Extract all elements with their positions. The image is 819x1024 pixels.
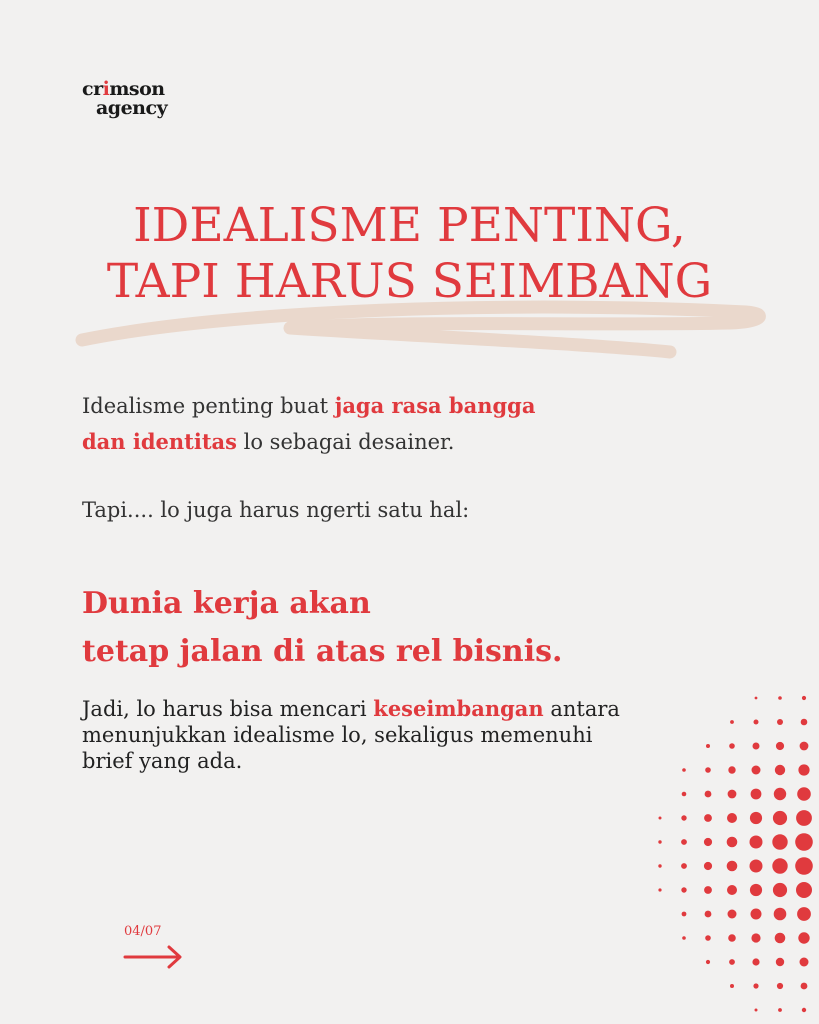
halftone-dot — [752, 958, 759, 965]
halftone-dot — [776, 958, 784, 966]
halftone-dot — [773, 883, 787, 897]
brand-logo: crimson agency — [82, 78, 168, 119]
halftone-dot — [681, 887, 686, 892]
halftone-dot — [706, 960, 710, 964]
halftone-dot — [797, 787, 811, 801]
halftone-dot — [658, 864, 661, 867]
halftone-dot — [705, 767, 711, 773]
halftone-dot — [772, 834, 787, 849]
halftone-dot — [777, 983, 783, 989]
halftone-dot — [727, 885, 737, 895]
halftone-dot — [750, 836, 763, 849]
halftone-dot — [796, 882, 812, 898]
halftone-dot — [753, 743, 760, 750]
halftone-dot — [681, 863, 687, 869]
halftone-dot — [751, 909, 762, 920]
halftone-dot — [705, 935, 711, 941]
halftone-dot — [682, 768, 686, 772]
halftone-dot — [727, 813, 737, 823]
title-line-1: IDEALISME PENTING, — [133, 198, 686, 253]
halftone-dot — [706, 744, 710, 748]
halftone-dot — [750, 812, 762, 824]
halftone-dot — [705, 911, 712, 918]
halftone-dot — [728, 934, 736, 942]
halftone-dot — [704, 862, 712, 870]
halftone-dot — [755, 1009, 758, 1012]
halftone-dot — [682, 936, 686, 940]
halftone-dot — [704, 838, 712, 846]
halftone-dot — [681, 839, 687, 845]
halftone-dot — [751, 933, 760, 942]
halftone-dot — [750, 884, 762, 896]
halftone-dot — [729, 959, 735, 965]
halftone-dot — [752, 766, 761, 775]
halftone-dot — [800, 742, 809, 751]
halftone-dot — [729, 743, 735, 749]
halftone-dot — [682, 912, 687, 917]
halftone-dot — [798, 932, 809, 943]
halftone-dot — [751, 789, 762, 800]
halftone-dot — [754, 720, 759, 725]
arrow-right-icon[interactable] — [123, 944, 185, 970]
halftone-dot — [728, 910, 737, 919]
halftone-dot — [753, 983, 758, 988]
halftone-dot — [658, 888, 661, 891]
halftone-dot — [776, 742, 784, 750]
halftone-dot — [778, 696, 782, 700]
halftone-dot — [775, 765, 785, 775]
intro-paragraph: Idealisme penting buat jaga rasa bangga dan identitas lo sebagai desainer. — [82, 393, 536, 454]
halftone-dot — [795, 833, 813, 851]
halftone-dot — [755, 697, 758, 700]
halftone-dot — [750, 860, 763, 873]
halftone-dot — [774, 908, 787, 921]
emphasis-text: Dunia kerja akan tetap jalan di atas rel bisnis. — [82, 586, 563, 669]
halftone-dot — [681, 815, 686, 820]
halftone-dot — [730, 984, 734, 988]
halftone-dot — [772, 858, 787, 873]
halftone-dot — [730, 720, 734, 724]
halftone-dot — [773, 811, 787, 825]
halftone-dot — [800, 958, 809, 967]
halftone-dot — [705, 791, 712, 798]
halftone-dot — [704, 886, 712, 894]
halftone-dot — [728, 766, 735, 773]
halftone-dot — [798, 764, 809, 775]
halftone-dot — [797, 907, 811, 921]
halftone-dot — [659, 817, 662, 820]
body-paragraph: Jadi, lo harus bisa mencari keseimbangan antara menunjukkan idealisme lo, sekaligus memenuhi brief yang ada. — [82, 696, 620, 773]
halftone-dot — [658, 840, 661, 843]
halftone-dot — [777, 719, 783, 725]
brush-underline — [70, 290, 770, 365]
halftone-dot — [801, 983, 808, 990]
halftone-dot — [775, 933, 786, 944]
title-line-2: TAPI HARUS SEIMBANG — [106, 254, 713, 309]
halftone-dots — [640, 680, 819, 1024]
halftone-dot — [682, 792, 687, 797]
halftone-dot — [796, 810, 812, 826]
page-number: 04/07 — [124, 924, 162, 939]
halftone-dot — [801, 719, 808, 726]
halftone-dot — [727, 837, 738, 848]
halftone-dot — [802, 696, 806, 700]
halftone-dot — [774, 788, 786, 800]
halftone-dot — [728, 790, 737, 799]
halftone-dot — [795, 857, 813, 875]
lead-in-text: Tapi.... lo juga harus ngerti satu hal: — [82, 498, 470, 522]
halftone-dot — [802, 1008, 806, 1012]
halftone-dot — [778, 1008, 782, 1012]
halftone-dot — [727, 861, 738, 872]
halftone-dot — [704, 814, 712, 822]
